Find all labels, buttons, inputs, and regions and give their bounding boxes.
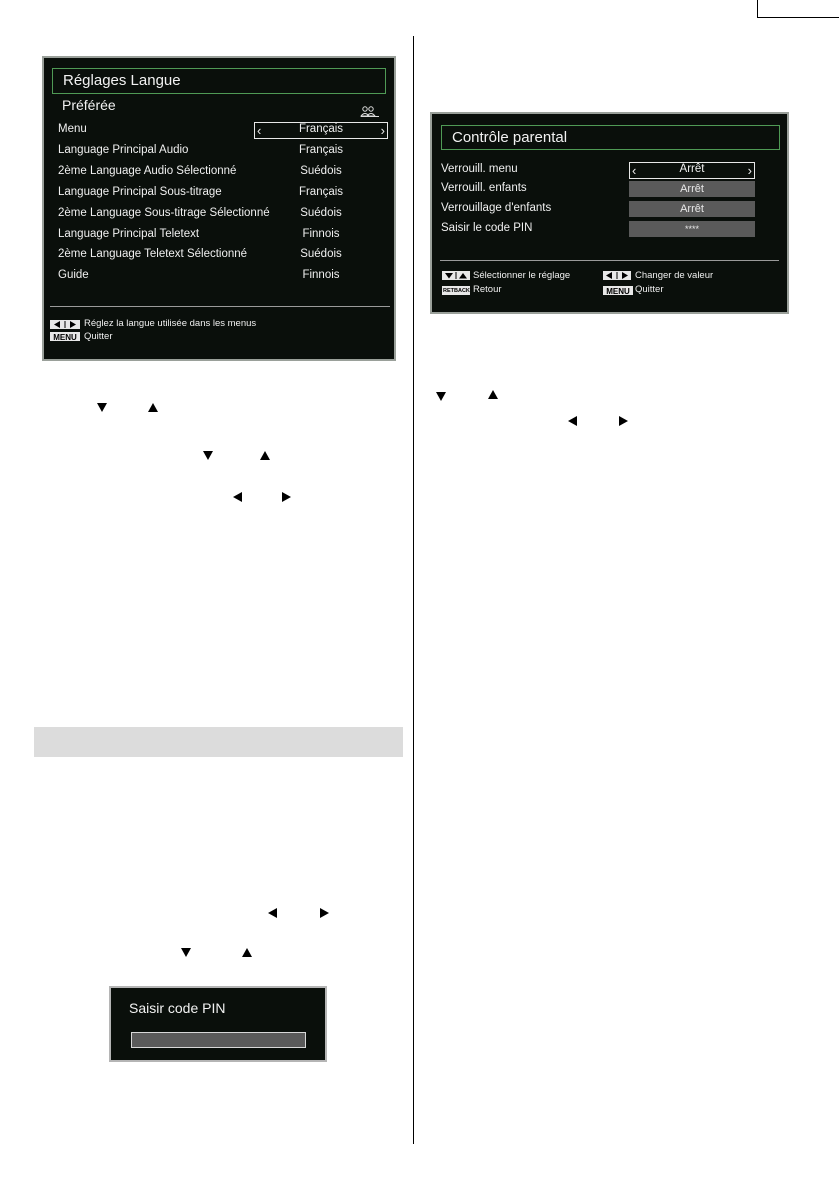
arrow-up-icon bbox=[488, 390, 498, 399]
chevron-right-icon[interactable]: › bbox=[747, 163, 752, 178]
corner-mark-horizontal bbox=[757, 17, 839, 18]
arrow-left-icon bbox=[568, 416, 577, 426]
row-label-menu: Menu bbox=[58, 123, 87, 135]
row-value-audio-primary: Français bbox=[298, 144, 344, 156]
row-label-audio-secondary[interactable]: 2ème Language Audio Sélectionné bbox=[58, 165, 237, 177]
row-label-subtitle-primary[interactable]: Language Principal Sous-titrage bbox=[58, 186, 222, 198]
hint-change-language: Réglez la langue utilisée dans les menus bbox=[84, 318, 257, 329]
row-value-menu: Français bbox=[298, 123, 344, 135]
arrow-down-icon bbox=[181, 948, 191, 957]
menu-key-icon: MENU bbox=[50, 332, 80, 341]
row-value-teletext-primary: Finnois bbox=[302, 228, 340, 240]
language-settings-screen bbox=[42, 56, 396, 361]
row-value-teletext-secondary: Suédois bbox=[300, 248, 342, 260]
row-label-menu-lock: Verrouill. menu bbox=[441, 163, 518, 175]
chevron-left-icon[interactable]: ‹ bbox=[257, 123, 262, 138]
arrow-right-icon bbox=[619, 416, 628, 426]
row-value-subtitle-primary: Français bbox=[298, 186, 344, 198]
parental-control-screen bbox=[430, 112, 789, 314]
corner-mark-vertical bbox=[757, 0, 758, 18]
footer-separator bbox=[440, 260, 779, 261]
chevron-left-icon[interactable]: ‹ bbox=[632, 163, 637, 178]
arrow-down-icon bbox=[203, 451, 213, 460]
arrow-down-icon bbox=[436, 392, 446, 401]
language-settings-title: Réglages Langue bbox=[52, 68, 386, 94]
row-label-parental-lock[interactable]: Verrouillage d'enfants bbox=[441, 202, 552, 214]
row-label-subtitle-secondary[interactable]: 2ème Language Sous-titrage Sélectionné bbox=[58, 207, 270, 219]
down-up-key-icon bbox=[442, 271, 470, 280]
arrow-up-icon bbox=[242, 948, 252, 957]
left-right-key-icon bbox=[50, 320, 80, 329]
chevron-right-icon[interactable]: › bbox=[380, 123, 385, 138]
arrow-right-icon bbox=[320, 908, 329, 918]
row-label-enter-pin[interactable]: Saisir le code PIN bbox=[441, 222, 533, 234]
users-icon bbox=[360, 105, 380, 117]
row-label-teletext-secondary[interactable]: 2ème Language Teletext Sélectionné bbox=[58, 248, 248, 260]
back-key-icon: RETBACK bbox=[443, 288, 470, 294]
row-label-teletext-primary[interactable]: Language Principal Teletext bbox=[58, 228, 200, 240]
row-label-child-lock[interactable]: Verrouill. enfants bbox=[441, 182, 527, 194]
pin-dialog bbox=[109, 986, 327, 1062]
arrow-up-icon bbox=[260, 451, 270, 460]
hint-quit: Quitter bbox=[635, 284, 664, 295]
parental-control-title: Contrôle parental bbox=[441, 125, 780, 150]
row-value-menu-lock: Arrêt bbox=[679, 163, 705, 175]
arrow-right-icon bbox=[282, 492, 291, 502]
row-value-pin: **** bbox=[629, 221, 755, 237]
row-value-child-lock: Arrêt bbox=[629, 181, 755, 197]
language-settings-subtitle: Préférée bbox=[62, 97, 116, 113]
row-value-parental-lock: Arrêt bbox=[629, 201, 755, 217]
pin-dialog-title: Saisir code PIN bbox=[129, 1000, 226, 1016]
hint-change-value: Changer de valeur bbox=[635, 270, 714, 281]
section-header-bar bbox=[34, 727, 403, 757]
hint-back: Retour bbox=[473, 284, 502, 295]
column-divider bbox=[413, 36, 414, 1144]
arrow-down-icon bbox=[97, 403, 107, 412]
row-value-audio-secondary: Suédois bbox=[300, 165, 342, 177]
left-right-key-icon bbox=[603, 271, 631, 280]
row-value-guide: Finnois bbox=[302, 269, 340, 281]
hint-quit: Quitter bbox=[84, 331, 113, 342]
arrow-left-icon bbox=[268, 908, 277, 918]
footer-separator bbox=[50, 306, 390, 307]
row-value-subtitle-secondary: Suédois bbox=[300, 207, 342, 219]
arrow-left-icon bbox=[233, 492, 242, 502]
pin-input-field[interactable] bbox=[131, 1032, 306, 1048]
hint-select-setting: Sélectionner le réglage bbox=[473, 270, 571, 281]
menu-key-icon: MENU bbox=[603, 286, 633, 295]
arrow-up-icon bbox=[148, 403, 158, 412]
row-label-guide[interactable]: Guide bbox=[58, 269, 89, 281]
row-label-audio-primary[interactable]: Language Principal Audio bbox=[58, 144, 189, 156]
